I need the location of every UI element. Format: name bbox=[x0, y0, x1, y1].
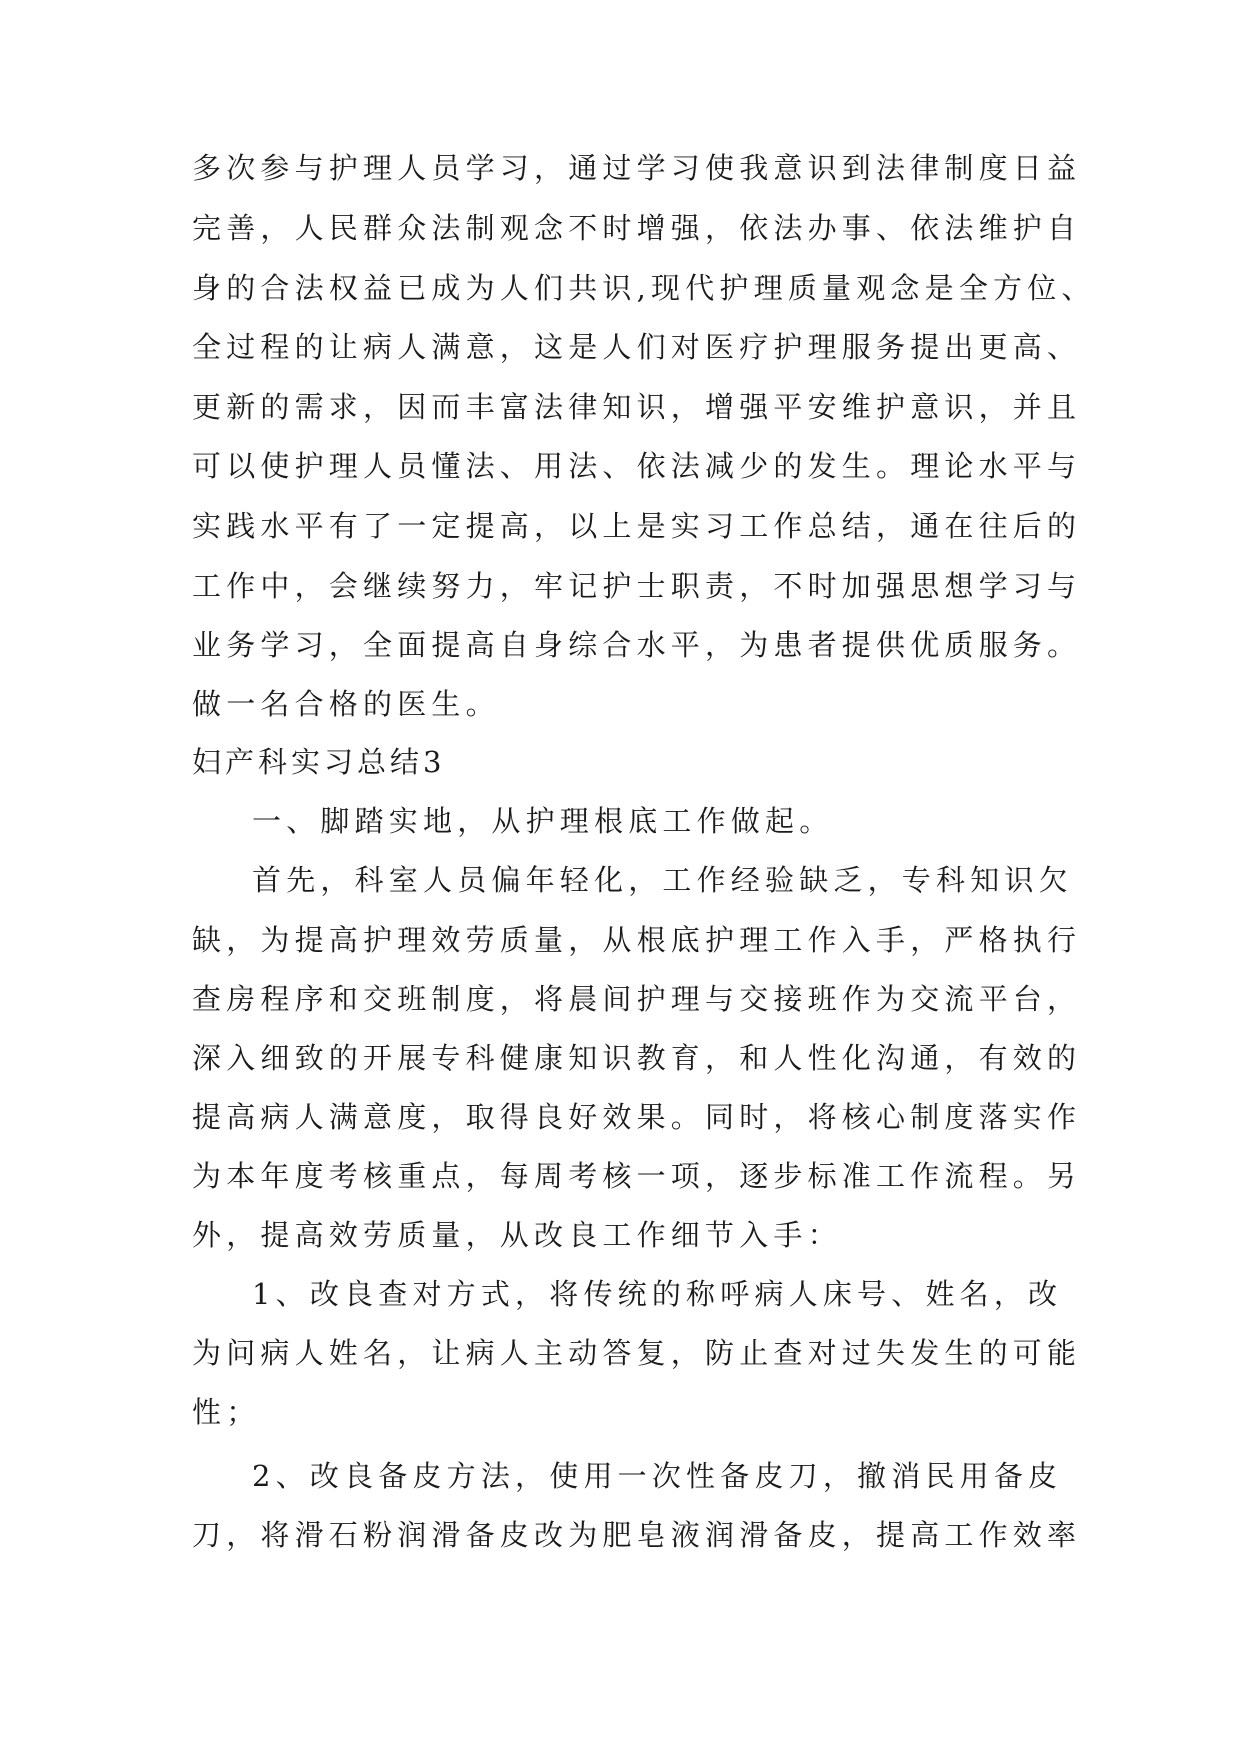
paragraph-line: 性； bbox=[192, 1395, 261, 1429]
paragraph-line: 业务学习，全面提高自身综合水平，为患者提供优质服务。 bbox=[192, 628, 1082, 662]
paragraph-line: 完善，人民群众法制观念不时增强，依法办事、依法维护自 bbox=[192, 211, 1082, 245]
list-item-line: 1、改良查对方式，将传统的称呼病人床号、姓名，改 bbox=[252, 1277, 1063, 1311]
paragraph-line: 多次参与护理人员学习，通过学习使我意识到法律制度日益 bbox=[192, 151, 1082, 185]
paragraph-line: 提高病人满意度，取得良好效果。同时，将核心制度落实作 bbox=[192, 1100, 1082, 1134]
subheading-line: 一、脚踏实地，从护理根底工作做起。 bbox=[252, 804, 834, 838]
paragraph-line: 全过程的让病人满意，这是人们对医疗护理服务提出更高、 bbox=[192, 330, 1082, 364]
list-item-line: 2、改良备皮方法，使用一次性备皮刀，撤消民用备皮 bbox=[252, 1459, 1063, 1493]
paragraph-line: 缺，为提高护理效劳质量，从根底护理工作入手，严格执行 bbox=[192, 923, 1082, 957]
paragraph-line: 外，提高效劳质量，从改良工作细节入手： bbox=[192, 1218, 842, 1252]
paragraph-line: 首先，科室人员偏年轻化，工作经验缺乏，专科知识欠 bbox=[252, 863, 1073, 897]
paragraph-line: 刀，将滑石粉润滑备皮改为肥皂液润滑备皮，提高工作效率 bbox=[192, 1518, 1082, 1552]
paragraph-line: 为本年度考核重点，每周考核一项，逐步标准工作流程。另 bbox=[192, 1159, 1082, 1193]
paragraph-line: 为问病人姓名，让病人主动答复，防止查对过失发生的可能 bbox=[192, 1336, 1082, 1370]
paragraph-line: 更新的需求，因而丰富法律知识，增强平安维护意识，并且 bbox=[192, 390, 1082, 424]
paragraph-line: 工作中，会继续努力，牢记护士职责，不时加强思想学习与 bbox=[192, 569, 1082, 603]
paragraph-line: 做一名合格的医生。 bbox=[192, 687, 500, 721]
paragraph-line: 身的合法权益已成为人们共识,现代护理质量观念是全方位、 bbox=[192, 271, 1096, 305]
paragraph-line: 实践水平有了一定提高，以上是实习工作总结，通在往后的 bbox=[192, 509, 1082, 543]
section-heading: 妇产科实习总结3 bbox=[192, 745, 446, 779]
paragraph-line: 查房程序和交班制度，将晨间护理与交接班作为交流平台， bbox=[192, 982, 1082, 1016]
paragraph-line: 深入细致的开展专科健康知识教育，和人性化沟通，有效的 bbox=[192, 1041, 1082, 1075]
paragraph-line: 可以使护理人员懂法、用法、依法减少的发生。理论水平与 bbox=[192, 449, 1082, 483]
